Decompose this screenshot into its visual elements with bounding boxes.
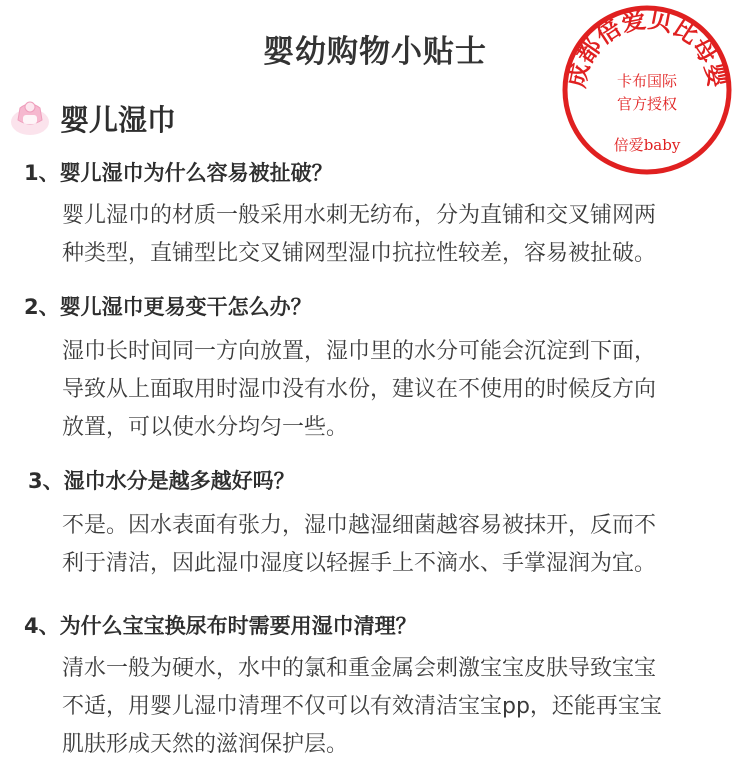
faq-answer-4 (62, 650, 732, 764)
faq-answer-3-line-1: 不是。因水表面有张力，湿巾越湿细菌越容易被抹开，反而不 (62, 513, 657, 538)
faq-answer-4-line-1: 清水一般为硬水，水中的氯和重金属会刺激宝宝皮肤导致宝宝 (62, 656, 657, 681)
faq-question-1: 1、婴儿湿巾为什么容易被扯破？ (24, 161, 333, 185)
faq-answer-3-line-2: 利于清洁，因此湿巾湿度以轻握手上不滴水、手掌湿润为宜。 (62, 551, 657, 576)
faq-answer-1-line-2: 种类型，直铺型比交叉铺网型湿巾抗拉性较差，容易被扯破。 (62, 241, 657, 266)
faq-answer-1 (62, 197, 732, 273)
authorization-stamp (557, 0, 737, 180)
stamp-arc-text: 成都倍爱贝比母婴 (561, 4, 733, 90)
faq-answer-2-line-2: 导致从上面取用时湿巾没有水份，建议在不使用的时候反方向 (62, 377, 657, 402)
faq-answer-3 (62, 507, 732, 583)
faq-answer-4-line-2: 不适，用婴儿湿巾清理不仅可以有效清洁宝宝pp，还能再宝宝 (62, 694, 662, 719)
page-title: 婴幼购物小贴士 (263, 34, 487, 70)
faq-answer-1-line-1: 婴儿湿巾的材质一般采用水刺无纺布，分为直铺和交叉铺网两 (62, 203, 657, 228)
faq-question-2: 2、婴儿湿巾更易变干怎么办？ (24, 295, 312, 319)
stamp-line-2: 官方授权 (616, 95, 678, 113)
baby-bib-icon (8, 98, 52, 138)
faq-question-3: 3、湿巾水分是越多越好吗？ (28, 469, 295, 493)
faq-answer-2-line-1: 湿巾长时间同一方向放置，湿巾里的水分可能会沉淀到下面， (62, 339, 657, 364)
section-title: 婴儿湿巾 (60, 102, 177, 137)
faq-answer-4-line-3: 肌肤形成天然的滋润保护层。 (62, 732, 349, 757)
section-header (8, 96, 176, 140)
faq-question-4: 4、为什么宝宝换尿布时需要用湿巾清理？ (24, 614, 417, 638)
stamp-line-1: 卡布国际 (616, 72, 678, 90)
faq-answer-2 (62, 333, 732, 447)
stamp-line-3: 倍爱baby (613, 136, 681, 154)
faq-answer-2-line-3: 放置，可以使水分均匀一些。 (62, 415, 349, 440)
